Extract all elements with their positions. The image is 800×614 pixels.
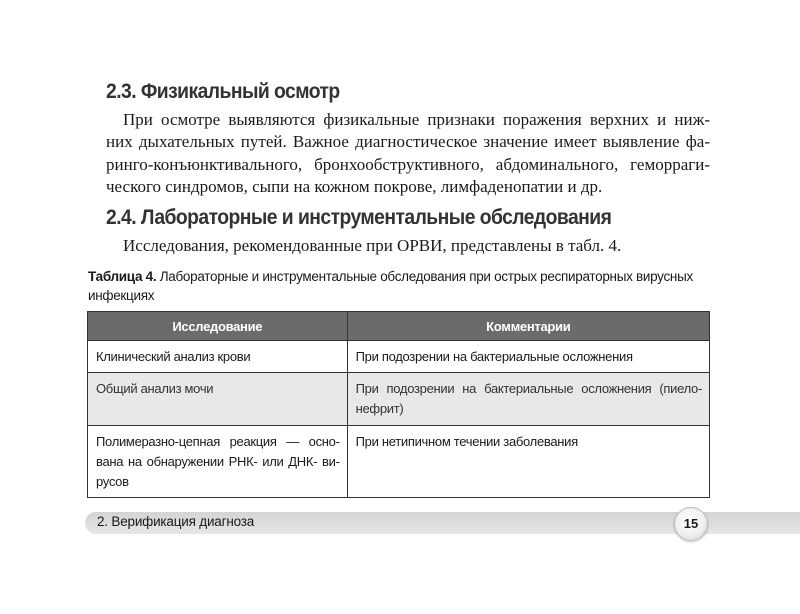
page-number-badge: 15 [674, 507, 708, 541]
table-cell-study: Полимеразно-цепная реакция — осно-вана на обнаружении РНК- или ДНК- ви-русов [88, 426, 348, 498]
table-cell-comment: При подозрении на бактериальные осложнения [347, 341, 709, 373]
paragraph-line: них дыхательных путей. Важное диагностическое значение имеет выявление фа- [106, 132, 710, 152]
lab-tests-table [87, 311, 710, 498]
lab-tests-paragraph [106, 235, 710, 257]
table-row [88, 426, 710, 498]
paragraph-line: Исследования, рекомендованные при ОРВИ, представлены в табл. 4. [123, 236, 622, 255]
table-row [88, 373, 710, 426]
table-header-row [88, 312, 710, 341]
paragraph-line: При осмотре выявляются физикальные признаки поражения верхних и ниж- [123, 110, 710, 129]
table-caption-text: Лабораторные и инструментальные обследования при острых респираторных вирусных инфекциях [88, 269, 693, 303]
table-cell-study: Клинический анализ крови [88, 341, 348, 373]
section-heading-lab-tests: 2.4. Лабораторные и инструментальные обследования [106, 206, 612, 229]
table-row [88, 341, 710, 373]
table-caption [88, 267, 710, 305]
paragraph-line: ческого синдромов, сыпи на кожном покрове, лимфаденопатии и др. [106, 176, 603, 196]
table-cell-comment: При нетипичном течении заболевания [347, 426, 709, 498]
table-caption-label: Таблица 4. [88, 269, 157, 284]
table-cell-study: Общий анализ мочи [88, 373, 348, 426]
section-heading-physical-exam: 2.3. Физикальный осмотр [106, 80, 340, 103]
footer-chapter-title: 2. Верификация диагноза [97, 514, 255, 529]
table-cell-comment: При подозрении на бактериальные осложнения (пиело-нефрит) [347, 373, 709, 426]
paragraph-line: ринго-конъюнктивального, бронхообструктивного, абдоминального, геморраги- [106, 154, 710, 174]
column-header-comments: Комментарии [347, 312, 709, 341]
physical-exam-paragraph [106, 109, 710, 198]
column-header-study: Исследование [88, 312, 348, 341]
